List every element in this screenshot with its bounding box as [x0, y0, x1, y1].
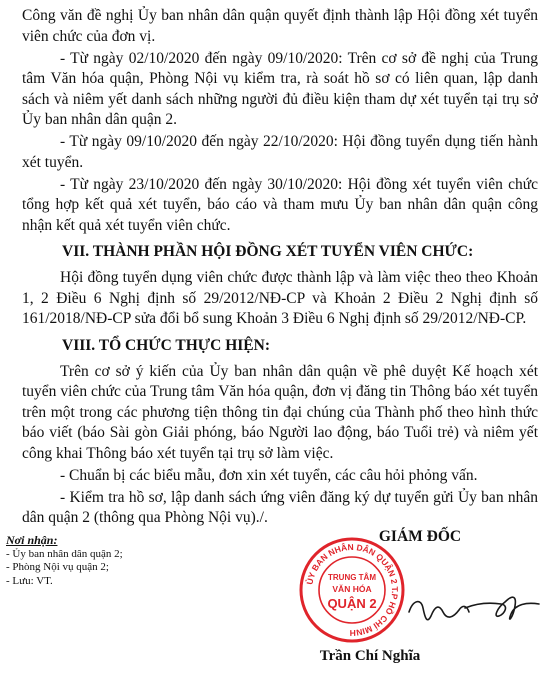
section-7-text: Hội đồng tuyển dụng viên chức được thành lập và làm việc theo theo Khoản 1, 2 Điều 6 Nghị định số 29/2012/NĐ-CP và Khoản 2 Điều 2 Nghị định số 161/2018/NĐ-CP sửa đổi bổ sung Khoản 3 Điều 6 Nghị định số 29/2012/NĐ-CP. — [22, 269, 538, 327]
handwritten-signature — [405, 578, 545, 638]
document-body — [22, 6, 538, 530]
recipient-item: - Lưu: VT. — [6, 574, 53, 587]
paragraph-timeline-1: - Từ ngày 02/10/2020 đến ngày 09/10/2020: Trên cơ sở đề nghị của Trung tâm Văn hóa quận, Phòng Nội vụ kiểm tra, rà soát hồ sơ có liên quan, lập danh sách và niêm yết danh sách những người đủ điều kiện tham dự xét tuyển tại trụ sở Ủy ban nhân dân quận 2. — [22, 49, 538, 128]
section-8-paragraph-2: - Chuẩn bị các biểu mẫu, đơn xin xét tuyển, các câu hỏi phỏng vấn. — [60, 466, 478, 484]
seal-center-line-3: QUẬN 2 — [327, 596, 377, 611]
seal-center-line-2: VĂN HÓA — [332, 584, 372, 594]
section-7-heading: VII. THÀNH PHẦN HỘI ĐỒNG XÉT TUYỂN VIÊN CHỨC: — [62, 243, 474, 260]
section-8-paragraph-3: - Kiểm tra hồ sơ, lập danh sách ứng viên đăng ký dự tuyển gửi Ủy ban nhân dân quận 2 (thông qua Phòng Nội vụ)./. — [22, 488, 538, 526]
seal-center-line-1: TRUNG TÂM — [328, 573, 376, 582]
section-8-paragraph-1: Trên cơ sở ý kiến của Ủy ban nhân dân quận về phê duyệt Kế hoạch xét tuyển viên chức của Trung tâm Văn hóa quận, đơn vị đăng tin Thông báo xét tuyển trên một trong các phương tiện thông tin đại chúng của Thành phố theo hình thức báo viết (báo Sài gòn Giải phóng, báo Người lao động, báo Tuổi trẻ) và niêm yết công khai Thông báo xét tuyển tại trụ sở làm việc. — [22, 362, 538, 462]
official-seal — [298, 536, 406, 644]
paragraph-timeline-3: - Từ ngày 23/10/2020 đến ngày 30/10/2020: Hội đồng xét tuyển viên chức tổng hợp kết quả xét tuyển, báo cáo và tham mưu Ủy ban nhân dân quận công nhận kết quả xét tuyển viên chức. — [22, 175, 538, 234]
recipients-block — [6, 534, 236, 588]
recipient-item: - Phòng Nội vụ quận 2; — [6, 561, 109, 573]
paragraph-timeline-2: - Từ ngày 09/10/2020 đến ngày 22/10/2020: Hội đồng tuyển dụng tiến hành xét tuyển. — [22, 133, 538, 171]
section-8-heading: VIII. TỔ CHỨC THỰC HIỆN: — [62, 336, 270, 354]
recipients-heading: Nơi nhận: — [6, 533, 58, 547]
paragraph-intro: Công văn đề nghị Ủy ban nhân dân quận quyết định thành lập Hội đồng xét tuyển viên chức của đơn vị. — [22, 7, 538, 45]
recipient-item: - Ủy ban nhân dân quận 2; — [6, 547, 123, 560]
signer-title: GIÁM ĐỐC — [378, 528, 462, 545]
seal-ring-text: ỦY BAN NHÂN DÂN QUẬN 2 T.P HỒ CHÍ MINH — [304, 541, 401, 639]
signer-name: Trần Chí Nghĩa — [319, 648, 421, 664]
